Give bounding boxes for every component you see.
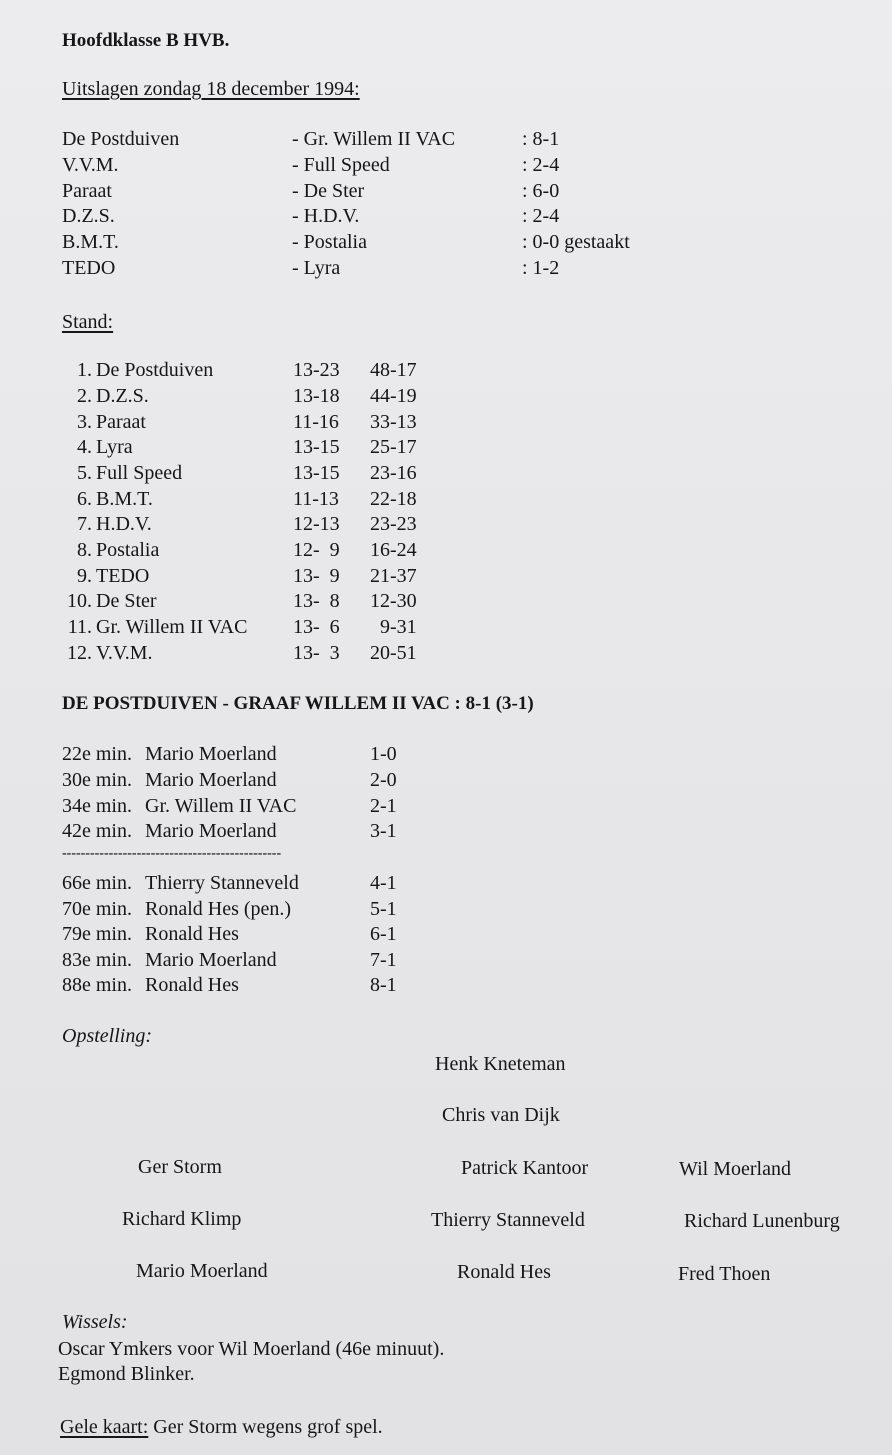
standings-row: [0, 616, 892, 642]
standings-team: Paraat: [96, 411, 146, 433]
standings-goals: 9-31: [380, 616, 417, 638]
standings-row: [0, 385, 892, 411]
standings-points: 11-13: [293, 488, 339, 510]
goal-score: 2-0: [370, 769, 397, 791]
standings-row: [0, 462, 892, 488]
standings-team: De Ster: [96, 590, 157, 612]
result-row: [0, 205, 892, 231]
result-score: : 1-2: [522, 257, 560, 279]
result-home: TEDO: [62, 257, 116, 279]
result-row: [0, 154, 892, 180]
standings-points: 13-23: [293, 359, 340, 381]
lineup-sweeper: Chris van Dijk: [442, 1104, 560, 1126]
standings-goals: 33-13: [370, 411, 417, 433]
goal-row: [0, 923, 892, 949]
result-home: De Postduiven: [62, 128, 180, 150]
standings-row: [0, 436, 892, 462]
result-home: B.M.T.: [62, 231, 119, 253]
result-home: V.V.M.: [62, 154, 119, 176]
standings-team: D.Z.S.: [96, 385, 149, 407]
goal-scorer: Gr. Willem II VAC: [145, 795, 297, 817]
result-row: [0, 180, 892, 206]
standings-rank: 4.: [77, 436, 92, 458]
standings-rank: 8.: [77, 539, 92, 561]
standings-goals: 20-51: [370, 642, 417, 664]
result-away: - H.D.V.: [292, 205, 360, 227]
standings-row: [0, 513, 892, 539]
standings-rank: 12.: [67, 642, 92, 664]
standings-rank: 11.: [67, 616, 92, 638]
lineup-player: Mario Moerland: [136, 1260, 268, 1282]
goal-minute: 70e min.: [62, 898, 132, 920]
subs-heading: Wissels:: [62, 1311, 128, 1333]
goal-row: [0, 769, 892, 795]
standings-goals: 22-18: [370, 488, 417, 510]
standings-rank: 6.: [77, 488, 92, 510]
standings-points: 13-18: [293, 385, 340, 407]
result-away: - De Ster: [292, 180, 365, 202]
result-row: [0, 231, 892, 257]
standings-points: 12-13: [293, 513, 340, 535]
goal-score: 8-1: [370, 974, 397, 996]
goal-scorer: Mario Moerland: [145, 949, 277, 971]
standings-goals: 12-30: [370, 590, 417, 612]
standings-goals: 48-17: [370, 359, 417, 381]
goal-minute: 22e min.: [62, 743, 132, 765]
standings-row: [0, 359, 892, 385]
standings-goals: 16-24: [370, 539, 417, 561]
yellow-card-label: Gele kaart:: [60, 1416, 149, 1438]
result-home: D.Z.S.: [62, 205, 115, 227]
lineup-player: Wil Moerland: [679, 1158, 791, 1180]
goal-minute: 34e min.: [62, 795, 132, 817]
goal-score: 4-1: [370, 872, 397, 894]
goal-row: [0, 872, 892, 898]
standings-goals: 44-19: [370, 385, 417, 407]
lineup-player: Patrick Kantoor: [461, 1157, 589, 1179]
goal-score: 6-1: [370, 923, 397, 945]
goal-row: [0, 795, 892, 821]
standings-points: 13- 3: [293, 642, 340, 664]
goal-row: [0, 974, 892, 1000]
goal-scorer: Ronald Hes: [145, 923, 239, 945]
standings-team: B.M.T.: [96, 488, 153, 510]
standings-row: [0, 488, 892, 514]
standings-row: [0, 642, 892, 668]
lineup-heading: Opstelling:: [62, 1025, 152, 1047]
standings-team: Full Speed: [96, 462, 183, 484]
goal-minute: 42e min.: [62, 820, 132, 842]
match-heading: DE POSTDUIVEN - GRAAF WILLEM II VAC : 8-1 (3-1): [62, 693, 534, 714]
lineup-player: Richard Klimp: [122, 1208, 242, 1230]
standings-team: TEDO: [96, 565, 150, 587]
goal-minute: 66e min.: [62, 872, 132, 894]
result-row: [0, 257, 892, 283]
result-away: - Full Speed: [292, 154, 390, 176]
lineup-goalkeeper: Henk Kneteman: [435, 1053, 566, 1075]
goal-score: 2-1: [370, 795, 397, 817]
standings-points: 13-15: [293, 436, 340, 458]
lineup-player: Richard Lunenburg: [684, 1210, 840, 1232]
result-away: - Gr. Willem II VAC: [292, 128, 456, 150]
goal-score: 1-0: [370, 743, 397, 765]
goal-scorer: Thierry Stanneveld: [145, 872, 299, 894]
standings-rank: 1.: [77, 359, 92, 381]
goal-scorer: Ronald Hes: [145, 974, 239, 996]
lineup-player: Thierry Stanneveld: [431, 1209, 585, 1231]
goal-scorer: Ronald Hes (pen.): [145, 898, 292, 920]
league-title: Hoofdklasse B HVB.: [62, 30, 230, 51]
standings-team: Lyra: [96, 436, 133, 458]
result-score: : 8-1: [522, 128, 560, 150]
standings-goals: 25-17: [370, 436, 417, 458]
goal-scorer: Mario Moerland: [145, 743, 277, 765]
result-away: - Lyra: [292, 257, 341, 279]
standings-rank: 7.: [77, 513, 92, 535]
results-heading: Uitslagen zondag 18 december 1994:: [62, 78, 360, 100]
sub-line: Egmond Blinker.: [58, 1363, 195, 1385]
goal-score: 3-1: [370, 820, 397, 842]
result-away: - Postalia: [292, 231, 367, 253]
result-score: : 6-0: [522, 180, 560, 202]
lineup-player: Ger Storm: [138, 1156, 222, 1178]
result-score: : 0-0 gestaakt: [522, 231, 630, 253]
goal-row: [0, 820, 892, 846]
goal-minute: 79e min.: [62, 923, 132, 945]
result-row: [0, 128, 892, 154]
lineup-player: Fred Thoen: [678, 1263, 771, 1285]
standings-points: 13- 8: [293, 590, 340, 612]
standings-team: De Postduiven: [96, 359, 214, 381]
standings-team: Gr. Willem II VAC: [96, 616, 248, 638]
standings-goals: 23-23: [370, 513, 417, 535]
result-score: : 2-4: [522, 154, 560, 176]
standings-heading: Stand:: [62, 311, 114, 333]
standings-points: 11-16: [293, 411, 339, 433]
result-home: Paraat: [62, 180, 112, 202]
standings-rank: 9.: [77, 565, 92, 587]
goal-row: [0, 898, 892, 924]
lineup-player: Ronald Hes: [457, 1261, 551, 1283]
standings-team: Postalia: [96, 539, 160, 561]
yellow-card-line: [60, 1416, 383, 1439]
standings-row: [0, 565, 892, 591]
goal-scorer: Mario Moerland: [145, 820, 277, 842]
standings-team: H.D.V.: [96, 513, 152, 535]
half-time-separator: -----------------------------------------------: [62, 846, 282, 861]
standings-goals: 21-37: [370, 565, 417, 587]
standings-goals: 23-16: [370, 462, 417, 484]
standings-points: 13- 9: [293, 565, 340, 587]
goal-minute: 30e min.: [62, 769, 132, 791]
goal-minute: 83e min.: [62, 949, 132, 971]
standings-points: 13-15: [293, 462, 340, 484]
result-score: : 2-4: [522, 205, 560, 227]
goal-row: [0, 949, 892, 975]
goal-score: 5-1: [370, 898, 397, 920]
standings-team: V.V.M.: [96, 642, 153, 664]
goal-scorer: Mario Moerland: [145, 769, 277, 791]
standings-rank: 3.: [77, 411, 92, 433]
yellow-card-text: Ger Storm wegens grof spel.: [153, 1416, 383, 1438]
goal-minute: 88e min.: [62, 974, 132, 996]
standings-row: [0, 539, 892, 565]
goal-score: 7-1: [370, 949, 397, 971]
standings-rank: 5.: [77, 462, 92, 484]
standings-row: [0, 590, 892, 616]
standings-rank: 2.: [77, 385, 92, 407]
standings-rank: 10.: [67, 590, 92, 612]
standings-row: [0, 411, 892, 437]
goal-row: [0, 743, 892, 769]
standings-points: 12- 9: [293, 539, 340, 561]
sub-line: Oscar Ymkers voor Wil Moerland (46e minuut).: [58, 1338, 445, 1360]
standings-points: 13- 6: [293, 616, 340, 638]
